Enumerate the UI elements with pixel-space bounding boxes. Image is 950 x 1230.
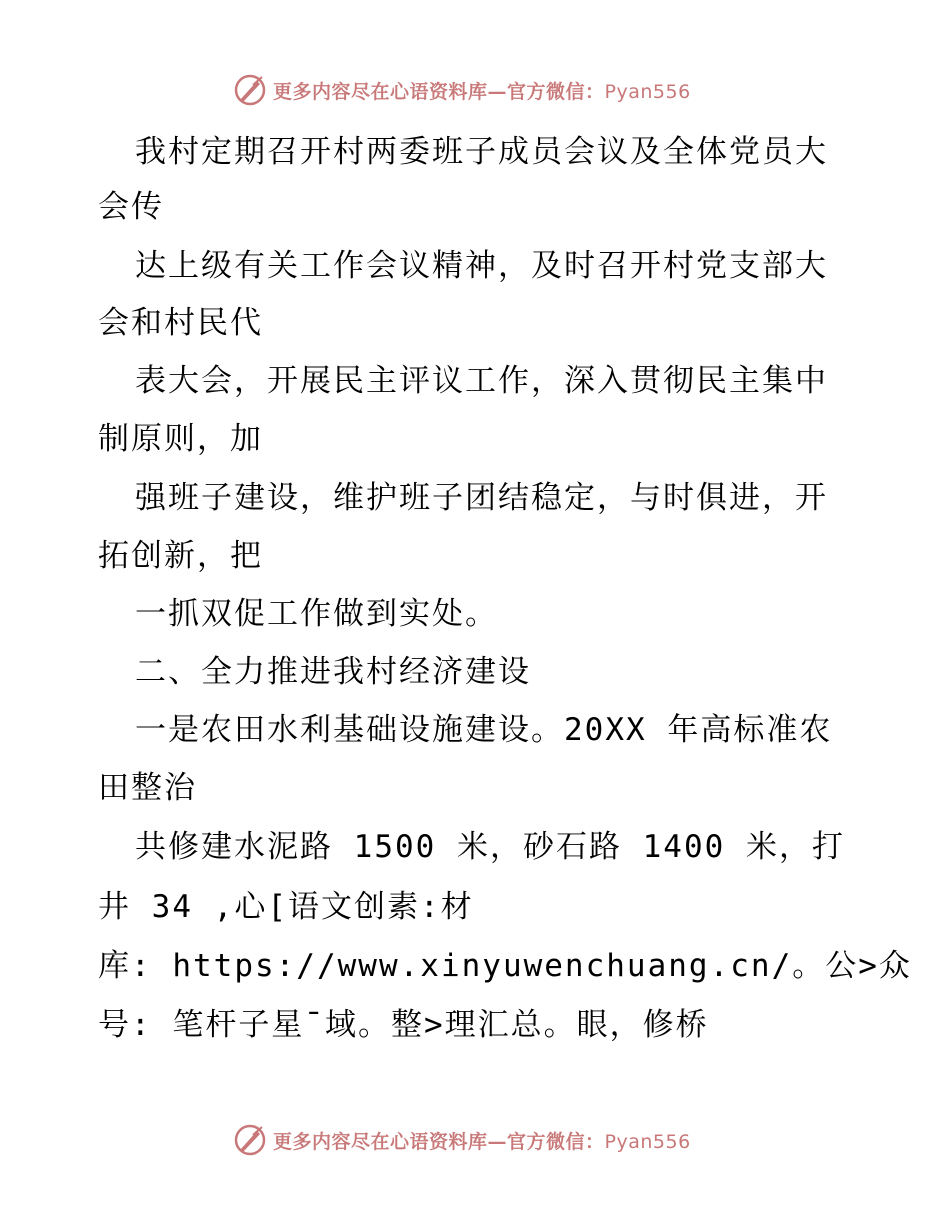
text-line: 号: 笔杆子星¯域。整>理汇总。眼，修桥 (98, 1007, 709, 1043)
text-line: 会传 (98, 189, 164, 225)
text-line: 库: https://www.xinyuwenchuang.cn/。公>众 (98, 948, 912, 984)
text-line: 表大会，开展民主评议工作，深入贯彻民主集中 (135, 363, 828, 399)
watermark-text: 更多内容尽在心语资料库—官方微信：Pyan556 (273, 80, 691, 103)
text-line: 田整治 (98, 770, 197, 806)
text-line: 会和村民代 (98, 305, 263, 341)
watermark-id: Pyan556 (604, 1130, 691, 1153)
section-heading: 二、全力推进我村经济建设 (135, 654, 531, 690)
text-line: 一抓双促工作做到实处。 (135, 596, 498, 632)
text-line: 制原则，加 (98, 421, 263, 457)
text-line: 拓创新，把 (98, 538, 263, 574)
text-line: 一是农田水利基础设施建设。20XX 年高标准农 (135, 712, 833, 748)
watermark-text: 更多内容尽在心语资料库—官方微信：Pyan556 (273, 1130, 691, 1153)
watermark-id: Pyan556 (604, 80, 691, 103)
text-line: 我村定期召开村两委班子成员会议及全体党员大 (135, 134, 828, 170)
text-line: 达上级有关工作会议精神，及时召开村党支部大 (135, 248, 828, 284)
quill-pen-circle-icon (233, 73, 267, 107)
text-line: 强班子建设，维护班子团结稳定，与时俱进，开 (135, 480, 828, 516)
text-line: 共修建水泥路 1500 米，砂石路 1400 米，打 (135, 829, 845, 865)
text-line: 井 34 ,心[语文创素:材 (98, 889, 474, 925)
watermark-header (233, 72, 691, 108)
watermark-footer (233, 1122, 691, 1158)
quill-pen-circle-icon (233, 1123, 267, 1157)
